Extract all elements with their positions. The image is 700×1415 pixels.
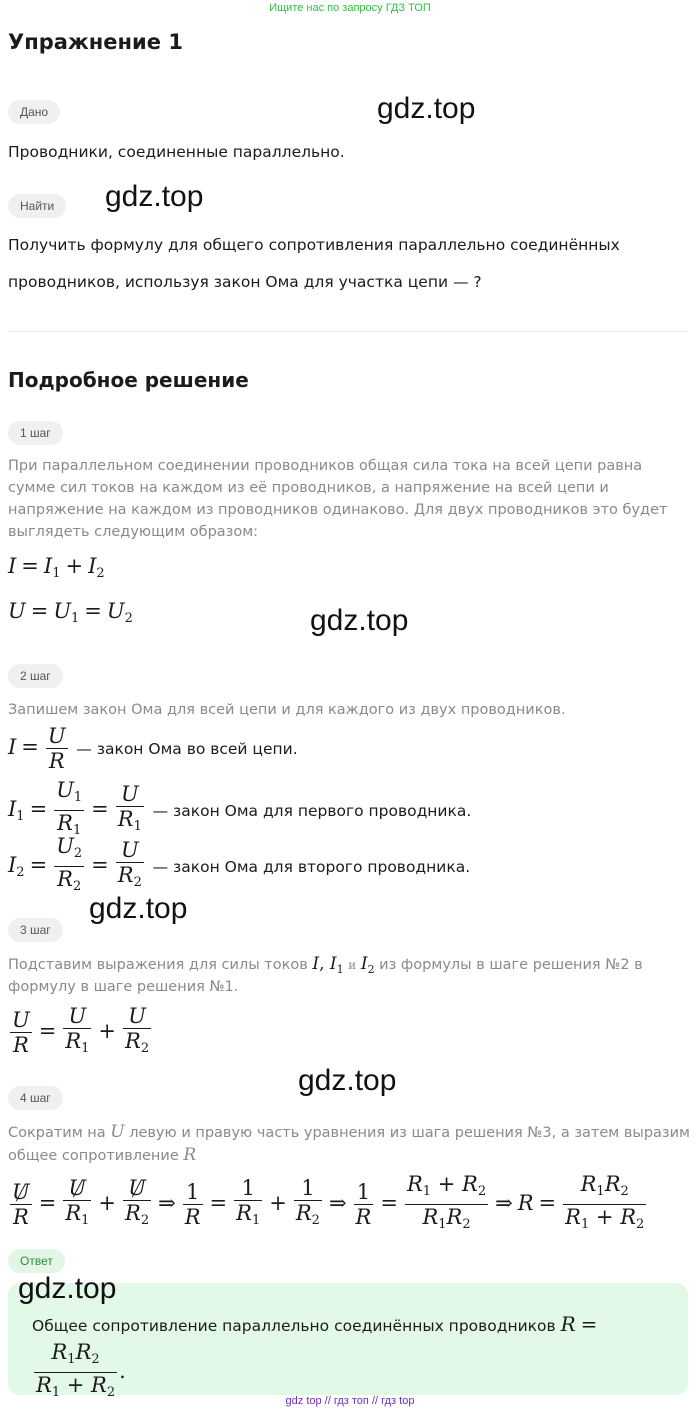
given-pill: Дано [8,100,60,124]
step3-label [8,918,63,942]
step3-pill: 3 шаг [8,918,63,942]
watermark: gdz.top [310,604,409,637]
formula-ohm-second-suffix: — закон Ома для второго проводника. [152,858,471,876]
watermark: gdz.top [18,1272,117,1305]
step3-symbol-i2: $I_2$ [360,954,375,976]
answer-text: Общее сопротивление параллельно соединённых проводников [32,1317,556,1335]
step4-pill: 4 шаг [8,1086,63,1110]
given-label [8,100,60,124]
formula-substituted: $\frac{U}{R}$ = $\frac{U}{R_1}$ + $\frac{U}{R_2}$ [12,1004,150,1057]
step3-text-c: из формулы в шаге решения №2 в [379,957,643,973]
watermark: gdz.top [298,1064,397,1097]
answer-text-line1: Общее сопротивление параллельно соединённых проводников R = [32,1312,598,1336]
step4-label [8,1086,63,1110]
answer-formula: $\frac{R_1R_2}{R_1 + R_2}$ . [36,1340,126,1400]
step2-text: Запишем закон Ома для всей цепи и для каждого из двух проводников. [8,702,566,718]
given-text: Проводники, соединенные параллельно. [8,143,345,161]
divider [8,331,688,332]
step3-text-d: формулу в шаге решения №1. [8,979,239,995]
solution-title: Подробное решение [8,368,249,392]
formula-voltage-equal: $U = U_1 = U_2$ [8,599,133,626]
find-label [8,194,66,218]
top-banner[interactable]: Ищите нас по запросу ГДЗ ТОП [269,2,431,14]
watermark: gdz.top [89,892,188,925]
step1-pill: 1 шаг [8,421,63,445]
step4-text-a: Сократим на [8,1125,106,1141]
find-pill: Найти [8,194,66,218]
formula-derivation: $\frac{U}{R}$ = $\frac{U}{R_1}$ + $\frac{U}{R_2}$ ⇒ $\frac{1}{R}$ = $\frac{1}{R_1}$ + $\frac{1}{R_2}$ ⇒ $\frac{1}{R}$ = $\frac{R_1 + R_2}{R_1R_2}$ ⇒ R = $\frac{R_1R_2}{R_1 + R_2}$ [12,1172,645,1232]
step4-symbol-u: U [110,1122,125,1142]
find-text-line2: проводников, используя закон Ома для участка цепи — ? [8,273,482,291]
step3-text-a: Подставим выражения для силы токов [8,957,308,973]
find-text-line1: Получить формулу для общего сопротивления параллельно соединённых [8,236,620,254]
formula-current-sum: $I = I_1 + I_2$ [8,554,105,581]
step4-text-c: общее сопротивление [8,1148,179,1164]
step3-text-b: и [348,958,357,972]
answer-label [8,1249,65,1273]
step2-label [8,664,63,688]
answer-pill: Ответ [8,1249,65,1273]
step4-text-b: левую и правую часть уравнения из шага решения №3, а затем выразим [129,1125,690,1141]
watermark: gdz.top [377,92,476,125]
step1-text: При параллельном соединении проводников общая сила тока на всей цепи равна сумме сил токов на каждом из её проводников, а напряжение на всей цепи и напряжение на каждом из проводников одинаково. Для двух проводников это будет выглядеть следующим образом: [8,458,668,540]
formula-ohm-total-suffix: — закон Ома во всей цепи. [76,740,298,758]
formula-ohm-first-suffix: — закон Ома для первого проводника. [152,802,472,820]
step2-pill: 2 шаг [8,664,63,688]
step3-symbols-i: I, $I_1$ [312,954,344,976]
step4-symbol-r: R [183,1145,197,1165]
formula-ohm-total: I = $\frac{U}{R}$ — закон Ома во всей цепи. [8,724,298,773]
step1-label [8,421,63,445]
page-title: Упражнение 1 [8,30,183,54]
watermark: gdz.top [105,180,204,213]
formula-ohm-second: $I_2$ = $\frac{U_2}{R_2}$ = $\frac{U}{R_2}$ — закон Ома для второго проводника. [8,834,471,894]
footer-links[interactable]: gdz top // гдз топ // гдз top [285,1395,415,1407]
step4-text-line1 [8,1121,690,1144]
formula-ohm-first: $I_1$ = $\frac{U_1}{R_1}$ = $\frac{U}{R_1}$ — закон Ома для первого проводника. [8,778,472,838]
step4-text-line2 [8,1144,196,1167]
